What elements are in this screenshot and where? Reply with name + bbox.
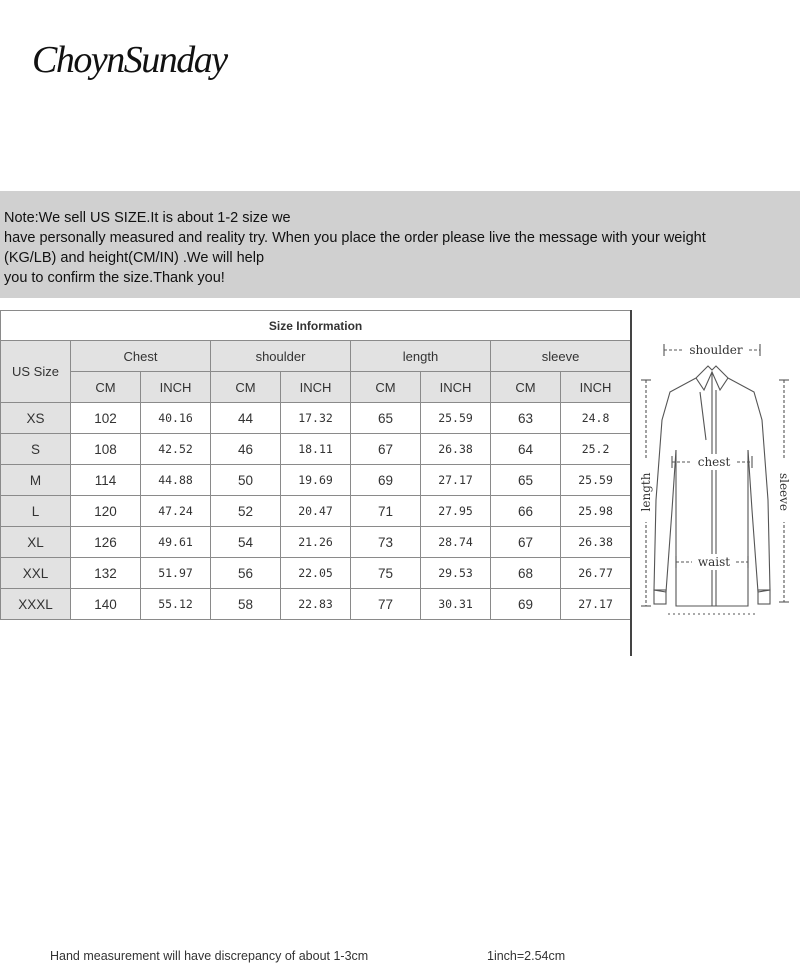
chest-cm-cell: 108 bbox=[71, 434, 141, 465]
chest-cm-cell: 120 bbox=[71, 496, 141, 527]
sleeve-in-cell: 27.17 bbox=[561, 589, 631, 620]
length-cm-cell: 73 bbox=[351, 527, 421, 558]
table-row bbox=[1, 558, 631, 589]
sleeve-cm-cell: 66 bbox=[491, 496, 561, 527]
shoulder-in-cell: 21.26 bbox=[281, 527, 351, 558]
sleeve-in-cell: 25.98 bbox=[561, 496, 631, 527]
size-label: L bbox=[1, 496, 71, 527]
shoulder-cm-cell: 52 bbox=[211, 496, 281, 527]
shoulder-in-cell: 22.05 bbox=[281, 558, 351, 589]
unit-header-cm: CM bbox=[351, 372, 421, 403]
table-row bbox=[1, 403, 631, 434]
sleeve-cm-cell: 63 bbox=[491, 403, 561, 434]
length-cm-cell: 69 bbox=[351, 465, 421, 496]
note-line: you to confirm the size.Thank you! bbox=[4, 270, 225, 286]
shoulder-in-cell: 19.69 bbox=[281, 465, 351, 496]
sleeve-label: sleeve bbox=[777, 472, 791, 512]
length-in-cell: 29.53 bbox=[421, 558, 491, 589]
note-line: (KG/LB) and height(CM/IN) .We will help bbox=[4, 250, 265, 266]
length-cm-cell: 67 bbox=[351, 434, 421, 465]
table-row bbox=[1, 496, 631, 527]
length-in-cell: 27.95 bbox=[421, 496, 491, 527]
length-header: length bbox=[351, 341, 491, 372]
size-table bbox=[0, 310, 631, 620]
size-label: XL bbox=[1, 527, 71, 558]
table-row bbox=[1, 465, 631, 496]
discrepancy-note: Hand measurement will have discrepancy of about 1-3cm bbox=[50, 949, 369, 963]
size-column-header: US Size bbox=[1, 341, 71, 403]
sleeve-cm-cell: 69 bbox=[491, 589, 561, 620]
length-label: length bbox=[639, 472, 653, 512]
size-label: S bbox=[1, 434, 71, 465]
shoulder-cm-cell: 58 bbox=[211, 589, 281, 620]
unit-header-cm: CM bbox=[71, 372, 141, 403]
sleeve-in-cell: 24.8 bbox=[561, 403, 631, 434]
chest-in-cell: 42.52 bbox=[141, 434, 211, 465]
shoulder-in-cell: 18.11 bbox=[281, 434, 351, 465]
table-row bbox=[1, 434, 631, 465]
shoulder-cm-cell: 46 bbox=[211, 434, 281, 465]
chest-cm-cell: 132 bbox=[71, 558, 141, 589]
chest-label: chest bbox=[697, 455, 731, 469]
chest-cm-cell: 102 bbox=[71, 403, 141, 434]
table-footer bbox=[0, 946, 630, 966]
size-table-panel bbox=[0, 310, 630, 963]
shoulder-in-cell: 20.47 bbox=[281, 496, 351, 527]
waist-label: waist bbox=[697, 555, 731, 569]
sleeve-cm-cell: 64 bbox=[491, 434, 561, 465]
size-label: XS bbox=[1, 403, 71, 434]
sleeve-cm-cell: 67 bbox=[491, 527, 561, 558]
unit-header-inch: INCH bbox=[421, 372, 491, 403]
length-cm-cell: 75 bbox=[351, 558, 421, 589]
chest-in-cell: 47.24 bbox=[141, 496, 211, 527]
unit-header-inch: INCH bbox=[561, 372, 631, 403]
length-in-cell: 26.38 bbox=[421, 434, 491, 465]
conversion-note: 1inch=2.54cm bbox=[487, 949, 566, 963]
table-row bbox=[1, 527, 631, 558]
length-in-cell: 27.17 bbox=[421, 465, 491, 496]
chest-in-cell: 55.12 bbox=[141, 589, 211, 620]
brand-logo: ChoynSunday bbox=[32, 39, 227, 81]
sleeve-cm-cell: 68 bbox=[491, 558, 561, 589]
length-in-cell: 30.31 bbox=[421, 589, 491, 620]
shoulder-cm-cell: 44 bbox=[211, 403, 281, 434]
size-label: XXXL bbox=[1, 589, 71, 620]
shoulder-in-cell: 22.83 bbox=[281, 589, 351, 620]
sleeve-header: sleeve bbox=[491, 341, 631, 372]
table-title: Size Information bbox=[1, 311, 631, 341]
shoulder-cm-cell: 50 bbox=[211, 465, 281, 496]
unit-header-cm: CM bbox=[211, 372, 281, 403]
unit-header-inch: INCH bbox=[281, 372, 351, 403]
shoulder-in-cell: 17.32 bbox=[281, 403, 351, 434]
sleeve-in-cell: 25.59 bbox=[561, 465, 631, 496]
length-cm-cell: 71 bbox=[351, 496, 421, 527]
chest-cm-cell: 114 bbox=[71, 465, 141, 496]
chest-cm-cell: 126 bbox=[71, 527, 141, 558]
chest-header: Chest bbox=[71, 341, 211, 372]
length-in-cell: 25.59 bbox=[421, 403, 491, 434]
length-cm-cell: 77 bbox=[351, 589, 421, 620]
shirt-diagram bbox=[630, 310, 800, 656]
sleeve-in-cell: 26.38 bbox=[561, 527, 631, 558]
length-in-cell: 28.74 bbox=[421, 527, 491, 558]
size-note bbox=[0, 191, 800, 298]
chest-in-cell: 51.97 bbox=[141, 558, 211, 589]
unit-header-inch: INCH bbox=[141, 372, 211, 403]
unit-header-cm: CM bbox=[491, 372, 561, 403]
sleeve-cm-cell: 65 bbox=[491, 465, 561, 496]
table-row bbox=[1, 589, 631, 620]
shoulder-cm-cell: 54 bbox=[211, 527, 281, 558]
chest-cm-cell: 140 bbox=[71, 589, 141, 620]
chest-in-cell: 40.16 bbox=[141, 403, 211, 434]
sleeve-in-cell: 26.77 bbox=[561, 558, 631, 589]
sleeve-in-cell: 25.2 bbox=[561, 434, 631, 465]
shoulder-label: shoulder bbox=[689, 343, 743, 357]
note-line: Note:We sell US SIZE.It is about 1-2 size we bbox=[4, 210, 291, 226]
shoulder-cm-cell: 56 bbox=[211, 558, 281, 589]
shoulder-header: shoulder bbox=[211, 341, 351, 372]
chest-in-cell: 44.88 bbox=[141, 465, 211, 496]
length-cm-cell: 65 bbox=[351, 403, 421, 434]
note-line: have personally measured and reality try. When you place the order please live the message with your weight bbox=[4, 230, 706, 246]
shirt-measurement-icon bbox=[632, 310, 800, 656]
size-label: XXL bbox=[1, 558, 71, 589]
size-label: M bbox=[1, 465, 71, 496]
chest-in-cell: 49.61 bbox=[141, 527, 211, 558]
